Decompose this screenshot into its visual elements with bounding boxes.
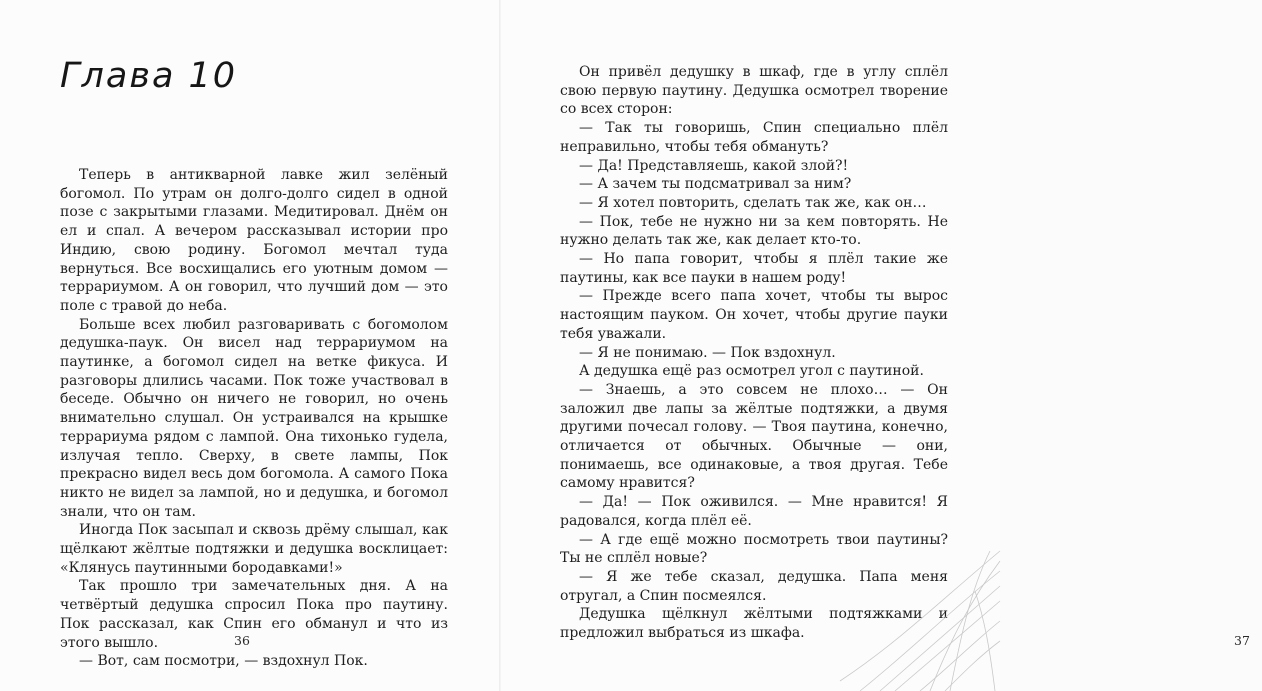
paragraph: — Да! — Пок оживился. — Мне нравится! Я радовался, когда плёл её. [560, 494, 948, 529]
paragraph: — Вот, сам посмотри, — вздохнул Пок. [79, 653, 368, 670]
page-number-right: 37 [1234, 633, 1250, 648]
paragraph: — Я хотел повторить, сделать так же, как он… [579, 194, 927, 211]
chapter-title: Глава 10 [60, 56, 238, 96]
paragraph: — Пок, тебе не нужно ни за кем повторять. Не нужно делать так же, как делает кто-то. [560, 213, 948, 249]
paragraph: — Я же тебе сказал, дедушка. Папа меня отругал, а Спин посмеялся. [560, 568, 948, 604]
page-number-left: 36 [234, 633, 250, 648]
paragraph: Он привёл дедушку в шкаф, где в углу сплёл свою первую паутину. Дедушка осмотрел творение со всех сторон: [560, 64, 948, 118]
paragraph: — Да! Представляешь, какой злой?! [579, 157, 849, 174]
paragraph: — Я не понимаю. — Пок вздохнул. [579, 344, 836, 361]
paragraph: — Так ты говоришь, Спин специально плёл неправильно, чтобы тебя обмануть? [560, 120, 948, 155]
paragraph: Дедушка щёлкнул жёлтыми подтяжками и предложил выбраться из шкафа. [560, 606, 948, 642]
paragraph: — А где ещё можно посмотреть твои паутины? Ты не сплёл новые? [560, 531, 948, 567]
paragraph: — Но папа говорит, чтобы я плёл такие же паутины, как все пауки в нашем роду! [560, 251, 948, 286]
paragraph: Так прошло три замечательных дня. А на четвёртый дедушка спросил Пока про паутину. Пок рассказал, как Спин его обманул и что из этого вышло. [60, 578, 448, 651]
left-page-text [60, 166, 448, 671]
paragraph: Теперь в антикварной лавке жил зелёный богомол. По утрам он долго-долго сидел в одной позе с закрытыми глазами. Медитировал. Днём он ел и спал. А вечером рассказывал истории про Индию, свою родину. Богомол мечтал туда вернуться. Все восхищались его уютным домом — террариумом. А он говорил, что лучший дом — это поле с травой до неба. [60, 167, 448, 314]
paragraph: А дедушка ещё раз осмотрел угол с паутиной. [579, 363, 924, 380]
left-page [0, 0, 500, 691]
paragraph: — А зачем ты подсматривал за ним? [579, 176, 852, 193]
decorative-web-lines [800, 531, 1000, 691]
paragraph: — Знаешь, а это совсем не плохо… — Он заложил две лапы за жёлтые подтяжки, а двумя другими почесал голову. — Твоя паутина, конечно, отличается от обычных. Обычные — они, понимаешь, все одинаковые, а твоя другая. Тебе самому нравится? [560, 381, 948, 492]
paragraph: Больше всех любил разговаривать с богомолом дедушка-паук. Он висел над террариумом на паутинке, а богомол сидел на ветке фикуса. И разговоры длились часами. Пок тоже участвовал в беседе. Обычно он ничего не говорил, но очень внимательно слушал. Он устраивался на крышке террариума рядом с лампой. Она тихонько гудела, излучая тепло. Сверху, в свете лампы, Пок прекрасно видел весь дом богомола. А самого Пока никто не видел за лампой, но и дедушка, и богомол знали, что он там. [60, 316, 448, 520]
paragraph: Иногда Пок засыпал и сквозь дрёму слышал, как щёлкают жёлтые подтяжки и дедушка восклицает: «Клянусь паутинными бородавками!» [60, 522, 448, 576]
paragraph: — Прежде всего папа хочет, чтобы ты вырос настоящим пауком. Он хочет, чтобы другие пауки тебя уважали. [560, 288, 948, 342]
